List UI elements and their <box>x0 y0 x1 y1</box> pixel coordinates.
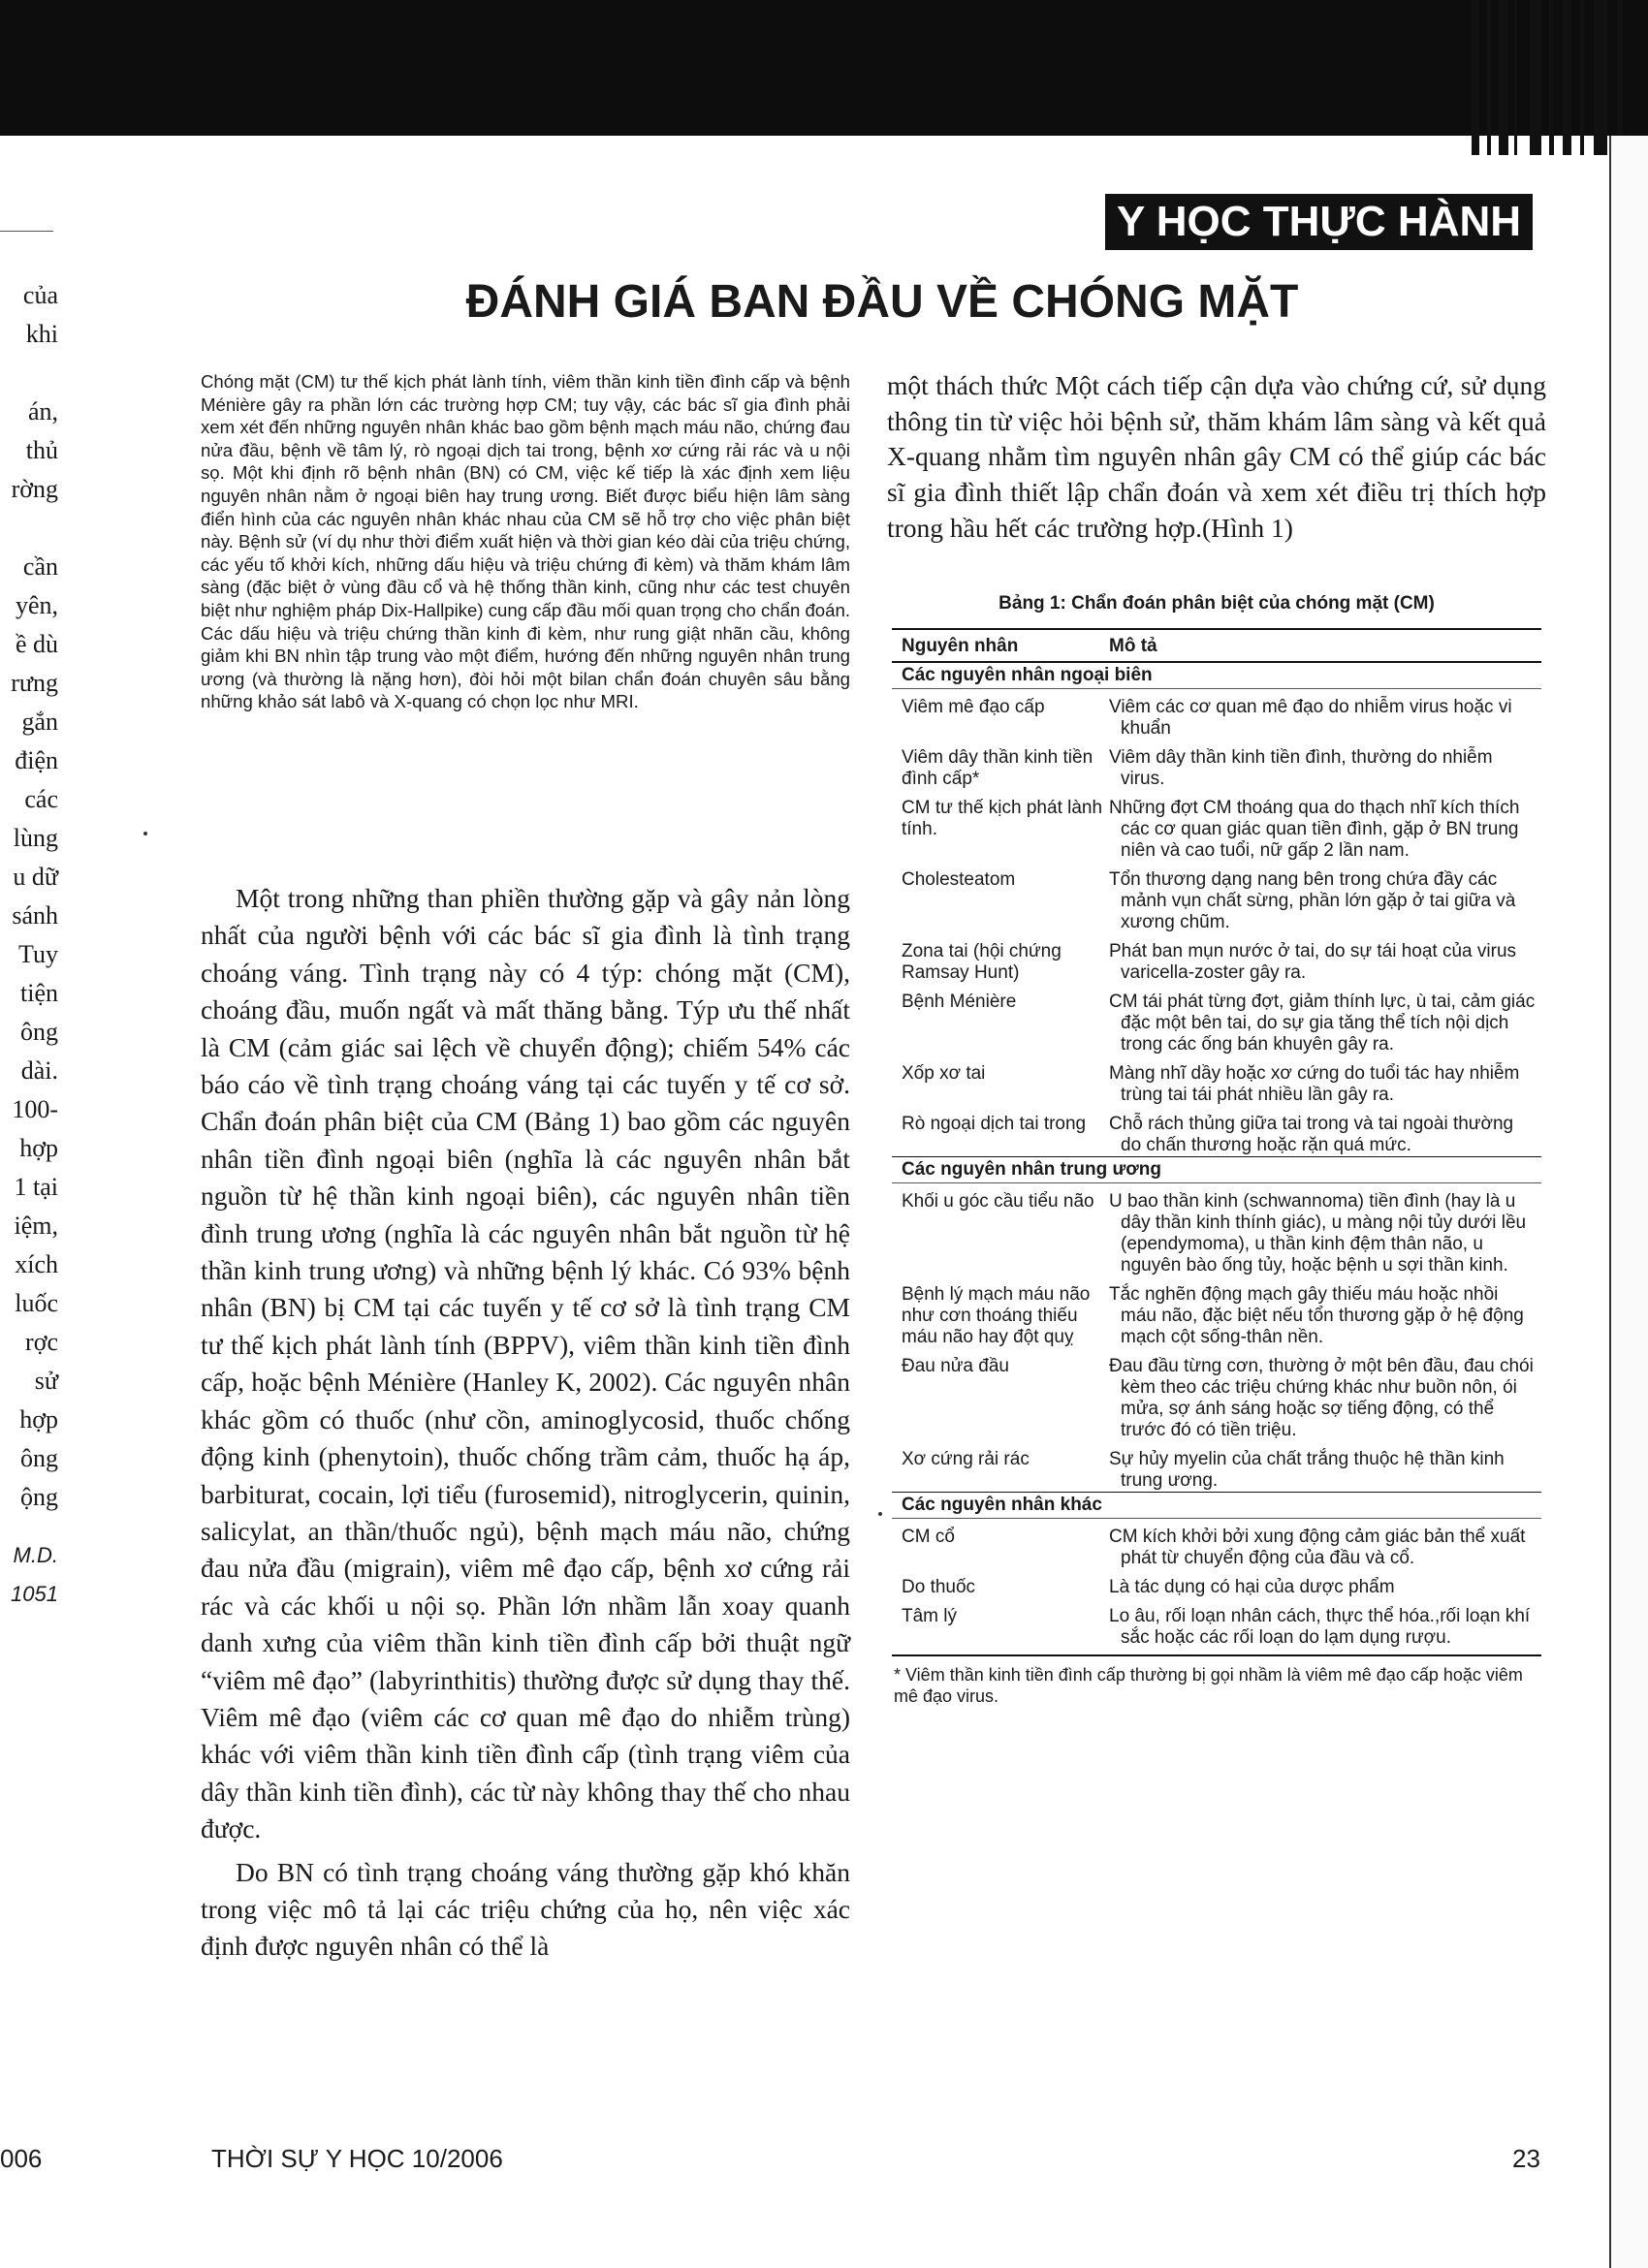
table-row <box>892 1449 1541 1492</box>
margin-fragment: thủ <box>25 436 58 464</box>
table-group-header: Các nguyên nhân khác <box>892 1492 1541 1519</box>
margin-fragment: ộng <box>20 1483 58 1511</box>
table-end-rule <box>892 1654 1541 1656</box>
margin-fragment: luốc <box>15 1289 58 1317</box>
margin-fragment: rờng <box>11 475 58 503</box>
margin-fragment: lùng <box>13 824 58 852</box>
margin-fragment: của <box>22 281 58 309</box>
table-row <box>892 1114 1541 1156</box>
cell-cause: Cholesteatom <box>902 869 1016 890</box>
cell-description: Viêm dây thần kinh tiền đình, thường do nhiễm virus. <box>1109 747 1493 789</box>
scan-speck <box>143 832 147 835</box>
table-row <box>892 1577 1541 1598</box>
margin-fragment: các <box>24 785 58 813</box>
table-row <box>892 869 1541 933</box>
body-left-column <box>201 880 850 1966</box>
left-margin-fragments <box>0 276 58 1614</box>
table-row <box>892 798 1541 862</box>
cell-description: Tắc nghẽn động mạch gây thiếu máu hoặc nhồi máu não, đặc biệt nếu tổn thương gặp ở hệ động mạch cột sống-thân nền. <box>1109 1284 1524 1347</box>
table-header <box>892 628 1541 663</box>
paragraph: Một trong những than phiền thường gặp và gây nản lòng nhất của người bệnh với các bác sĩ gia đình là tình trạng choáng váng. Tình trạng này có 4 týp: chóng mặt (CM), choáng đầu, muốn ngất và mất thăng bằng. Týp ưu thế nhất là CM (cảm giác sai lệch về chuyển động); chiếm 54% các báo cáo về tình trạng choáng váng tại các tuyến y tế cơ sở. Chẩn đoán phân biệt của CM (Bảng 1) bao gồm các nguyên nhân tiền đình ngoại biên (nghĩa là các nguyên nhân bắt nguồn từ hệ thần kinh ngoại biên), các nguyên nhân tiền đình trung ương (nghĩa là các nguyên nhân bắt nguồn từ hệ thần kinh trung ương) và những bệnh lý khác. Có 93% bệnh nhân (BN) bị CM tại các tuyến y tế cơ sở là tình trạng CM tư thế kịch phát lành tính (BPPV), viêm thần kinh tiền đình cấp, hoặc bệnh Ménière (Hanley K, 2002). Các nguyên nhân khác gồm có thuốc (như cồn, aminoglycosid, thuốc chống động kinh (phenytoin), thuốc chống trầm cảm, thuốc hạ áp, barbiturat, cocain, lợi tiểu (furosemid), nitroglycerin, quinin, salicylat, an thần/thuốc ngủ), bệnh mạch máu não, chứng đau nửa đầu (migrain), viêm mê đạo cấp, bệnh xơ cứng rải rác và các khối u nội sọ. Phần lớn nhầm lẫn xoay quanh danh xưng của viêm thần kinh tiền đình cấp bởi thuật ngữ “viêm mê đạo” (labyrinthitis) thường được sử dụng thay thế. Viêm mê đạo (viêm các cơ quan mê đạo do nhiễm trùng) khác với viêm thần kinh tiền đình cấp (tình trạng viêm của dây thần kinh tiền đình), các từ này không thay thế cho nhau được. <box>201 883 850 1844</box>
scan-speck <box>878 1512 882 1516</box>
table-group-header: Các nguyên nhân ngoại biên <box>892 663 1541 689</box>
abstract: Chóng mặt (CM) tư thế kịch phát lành tính, viêm thần kinh tiền đình cấp và bệnh Ménière gây ra phần lớn các trường hợp CM; tuy vậy, các bác sĩ gia đình phải xem xét đến những nguyên nhân khác bao gồm bệnh mạch máu não, chứng đau nửa đầu, bệnh về tâm lý, rò ngoại dịch tai trong, bệnh xơ cứng rải rác và u nội sọ. Một khi định rõ bệnh nhân (BN) có CM, việc kế tiếp là xác định xem liệu nguyên nhân nằm ở ngoại biên hay trung ương. Biết được biểu hiện lâm sàng điển hình của các nguyên nhân khác nhau của CM sẽ hỗ trợ cho việc phân biệt này. Bệnh sử (ví dụ như thời điểm xuất hiện và thời gian kéo dài của triệu chứng, các yếu tố khởi kích, những dấu hiệu và triệu chứng đi kèm) và thăm khám lâm sàng (đặc biệt ở vùng đầu cổ và hệ thống thần kinh, cũng như các test chuyên biệt như nghiệm pháp Dix-Hallpike) cung cấp đầu mối quan trọng cho chẩn đoán. Các dấu hiệu và triệu chứng thần kinh đi kèm, như rung giật nhãn cầu, không giảm khi BN nhìn tập trung vào một điểm, hướng đến những nguyên nhân trung ương (và thường là nặng hơn), đòi hỏi một bilan chẩn đoán chuyên sâu bằng những khảo sát labô và X-quang có chọn lọc như MRI. <box>201 371 850 712</box>
cell-description: Những đợt CM thoáng qua do thạch nhĩ kích thích các cơ quan giác quan tiền đình, gặp ở BN trung niên và cao tuổi, nữ gấp 2 lần nam. <box>1109 798 1520 861</box>
table-row <box>892 747 1541 790</box>
margin-fragment: ông <box>20 1444 58 1472</box>
cell-description: Phát ban mụn nước ở tai, do sự tái hoạt của virus varicella-zoster gây ra. <box>1109 941 1517 983</box>
column-header-cause: Nguyên nhân <box>902 636 1019 656</box>
differential-diagnosis-table <box>892 628 1541 1707</box>
margin-fragment: M.D. <box>13 1543 58 1567</box>
cell-cause: Rò ngoại dịch tai trong <box>902 1114 1087 1134</box>
margin-fragment: hợp <box>19 1134 58 1162</box>
cell-description: U bao thần kinh (schwannoma) tiền đình (hay là u dây thần kinh thính giác), u màng nội tủy dưới lều (ependymoma), u thần kinh đệm thân não, u nguyên bào ống tủy, hoặc bệnh u sợi thần kinh. <box>1109 1191 1527 1276</box>
margin-fragment: 1051 <box>11 1582 58 1606</box>
section-tag: Y HỌC THỰC HÀNH <box>1105 194 1533 250</box>
article-title: ĐÁNH GIÁ BAN ĐẦU VỀ CHÓNG MẶT <box>465 276 1299 328</box>
margin-fragment: iệm, <box>14 1212 58 1240</box>
paragraph: một thách thức Một cách tiếp cận dựa vào chứng cứ, sử dụng thông tin từ việc hỏi bệnh sử, thăm khám lâm sàng và kết quả X-quang nhằm tìm nguyên nhân gây CM có thể giúp các bác sĩ gia đình thiết lập chẩn đoán và xem xét điều trị thích hợp trong hầu hết các trường hợp.(Hình 1) <box>887 370 1546 543</box>
footer-fragment: 006 <box>0 2144 43 2173</box>
cell-cause: Tâm lý <box>902 1606 957 1626</box>
table-body <box>892 663 1541 1649</box>
cell-cause: CM cổ <box>902 1527 955 1547</box>
margin-fragment: khi <box>25 320 58 348</box>
margin-fragment: ông <box>20 1018 58 1046</box>
cell-description: Là tác dụng có hại của dược phẩm <box>1109 1577 1395 1597</box>
cell-cause: Bệnh lý mạch máu não như cơn thoáng thiếu máu não hay đột quỵ <box>902 1284 1091 1347</box>
margin-fragment: yên, <box>15 591 58 619</box>
table-row <box>892 1284 1541 1348</box>
paragraph: Do BN có tình trạng choáng váng thường gặp khó khăn trong việc mô tả lại các triệu chứng của họ, nên việc xác định được nguyên nhân có thể là <box>201 1856 850 1962</box>
margin-fragment: rợc <box>25 1328 58 1356</box>
margin-fragment: xích <box>15 1250 58 1278</box>
cell-description: Đau đầu từng cơn, thường ở một bên đầu, đau chói kèm theo các triệu chứng khác như buồn nôn, ói mửa, sợ ánh sáng hoặc sợ tiếng động, có thể trước đó có tiền triệu. <box>1109 1356 1534 1440</box>
cell-description: Màng nhĩ dầy hoặc xơ cứng do tuổi tác hay nhiễm trùng tai tái phát nhiều lần gây ra. <box>1109 1063 1520 1105</box>
cell-cause: Viêm mê đạo cấp <box>902 697 1045 717</box>
table-row <box>892 1356 1541 1441</box>
margin-fragment: sử <box>34 1367 58 1395</box>
cell-description: Sự hủy myelin của chất trắng thuộc hệ thần kinh trung ương. <box>1109 1449 1505 1491</box>
table-group-header: Các nguyên nhân trung ương <box>892 1156 1541 1183</box>
margin-fragment: tiện <box>20 979 58 1007</box>
cell-cause: Xốp xơ tai <box>902 1063 986 1084</box>
table-row <box>892 697 1541 740</box>
cell-cause: Do thuốc <box>902 1577 976 1597</box>
column-header-description: Mô tả <box>1109 636 1157 656</box>
table-row <box>892 992 1541 1055</box>
cell-cause: Xơ cứng rải rác <box>902 1449 1030 1469</box>
cell-cause: Khối u góc cầu tiểu não <box>902 1191 1094 1212</box>
margin-fragment: điện <box>15 746 58 774</box>
margin-rule <box>0 231 53 232</box>
cell-cause: Đau nửa đầu <box>902 1356 1009 1376</box>
table-footnote: * Viêm thần kinh tiền đình cấp thường bị gọi nhầm là viêm mê đạo cấp hoặc viêm mê đạo virus. <box>894 1665 1523 1706</box>
table-row <box>892 1191 1541 1276</box>
margin-fragment: cần <box>22 552 58 581</box>
table-row <box>892 1527 1541 1569</box>
cell-cause: Zona tai (hội chứng Ramsay Hunt) <box>902 941 1062 983</box>
margin-fragment: ề dù <box>15 630 58 658</box>
page-edge <box>1609 136 1648 2268</box>
margin-fragment: án, <box>27 397 58 425</box>
scan-marks <box>1454 0 1648 155</box>
cell-description: Lo âu, rối loạn nhân cách, thực thể hóa.,rối loạn khí sắc hoặc các rối loạn do lạm dụng rượu. <box>1109 1606 1531 1648</box>
cell-description: Chỗ rách thủng giữa tai trong và tai ngoài thường do chấn thương hoặc rặn quá mức. <box>1109 1114 1514 1155</box>
page-number: 23 <box>1512 2144 1540 2173</box>
margin-fragment: gắn <box>21 708 58 736</box>
cell-description: Tổn thương dạng nang bên trong chứa đầy các mảnh vụn chất sừng, phần lớn gặp ở tai giữa và xương chũm. <box>1109 869 1516 932</box>
cell-description: CM kích khởi bởi xung động cảm giác bản thể xuất phát từ chuyển động của đầu và cổ. <box>1109 1527 1526 1568</box>
margin-fragment: dài. <box>20 1056 58 1085</box>
margin-fragment: 100- <box>12 1095 58 1123</box>
top-scan-bar <box>0 0 1648 136</box>
cell-description: Viêm các cơ quan mê đạo do nhiễm virus hoặc vi khuẩn <box>1109 697 1512 739</box>
margin-fragment: u dữ <box>13 863 58 891</box>
margin-fragment: rưng <box>11 669 58 697</box>
cell-cause: Bệnh Ménière <box>902 992 1017 1012</box>
table-row <box>892 1063 1541 1106</box>
margin-fragment: 1 tại <box>14 1173 58 1201</box>
margin-fragment: hợp <box>19 1405 58 1433</box>
cell-cause: Viêm dây thần kinh tiền đình cấp* <box>902 747 1093 789</box>
margin-fragment: Tuy <box>18 940 58 968</box>
body-right-column <box>887 368 1546 547</box>
cell-description: CM tái phát từng đợt, giảm thính lực, ù tai, cảm giác đặc một bên tai, do sự gia tăng thể tích nội dịch trong các ống bán khuyên gây ra. <box>1109 992 1536 1055</box>
table-row <box>892 941 1541 984</box>
table-row <box>892 1606 1541 1649</box>
table-caption: Bảng 1: Chẩn đoán phân biệt của chóng mặt (CM) <box>998 593 1435 614</box>
cell-cause: CM tư thế kịch phát lành tính. <box>902 798 1103 839</box>
margin-fragment: sánh <box>12 901 58 929</box>
footer-journal: THỜI SỰ Y HỌC 10/2006 <box>211 2144 503 2173</box>
